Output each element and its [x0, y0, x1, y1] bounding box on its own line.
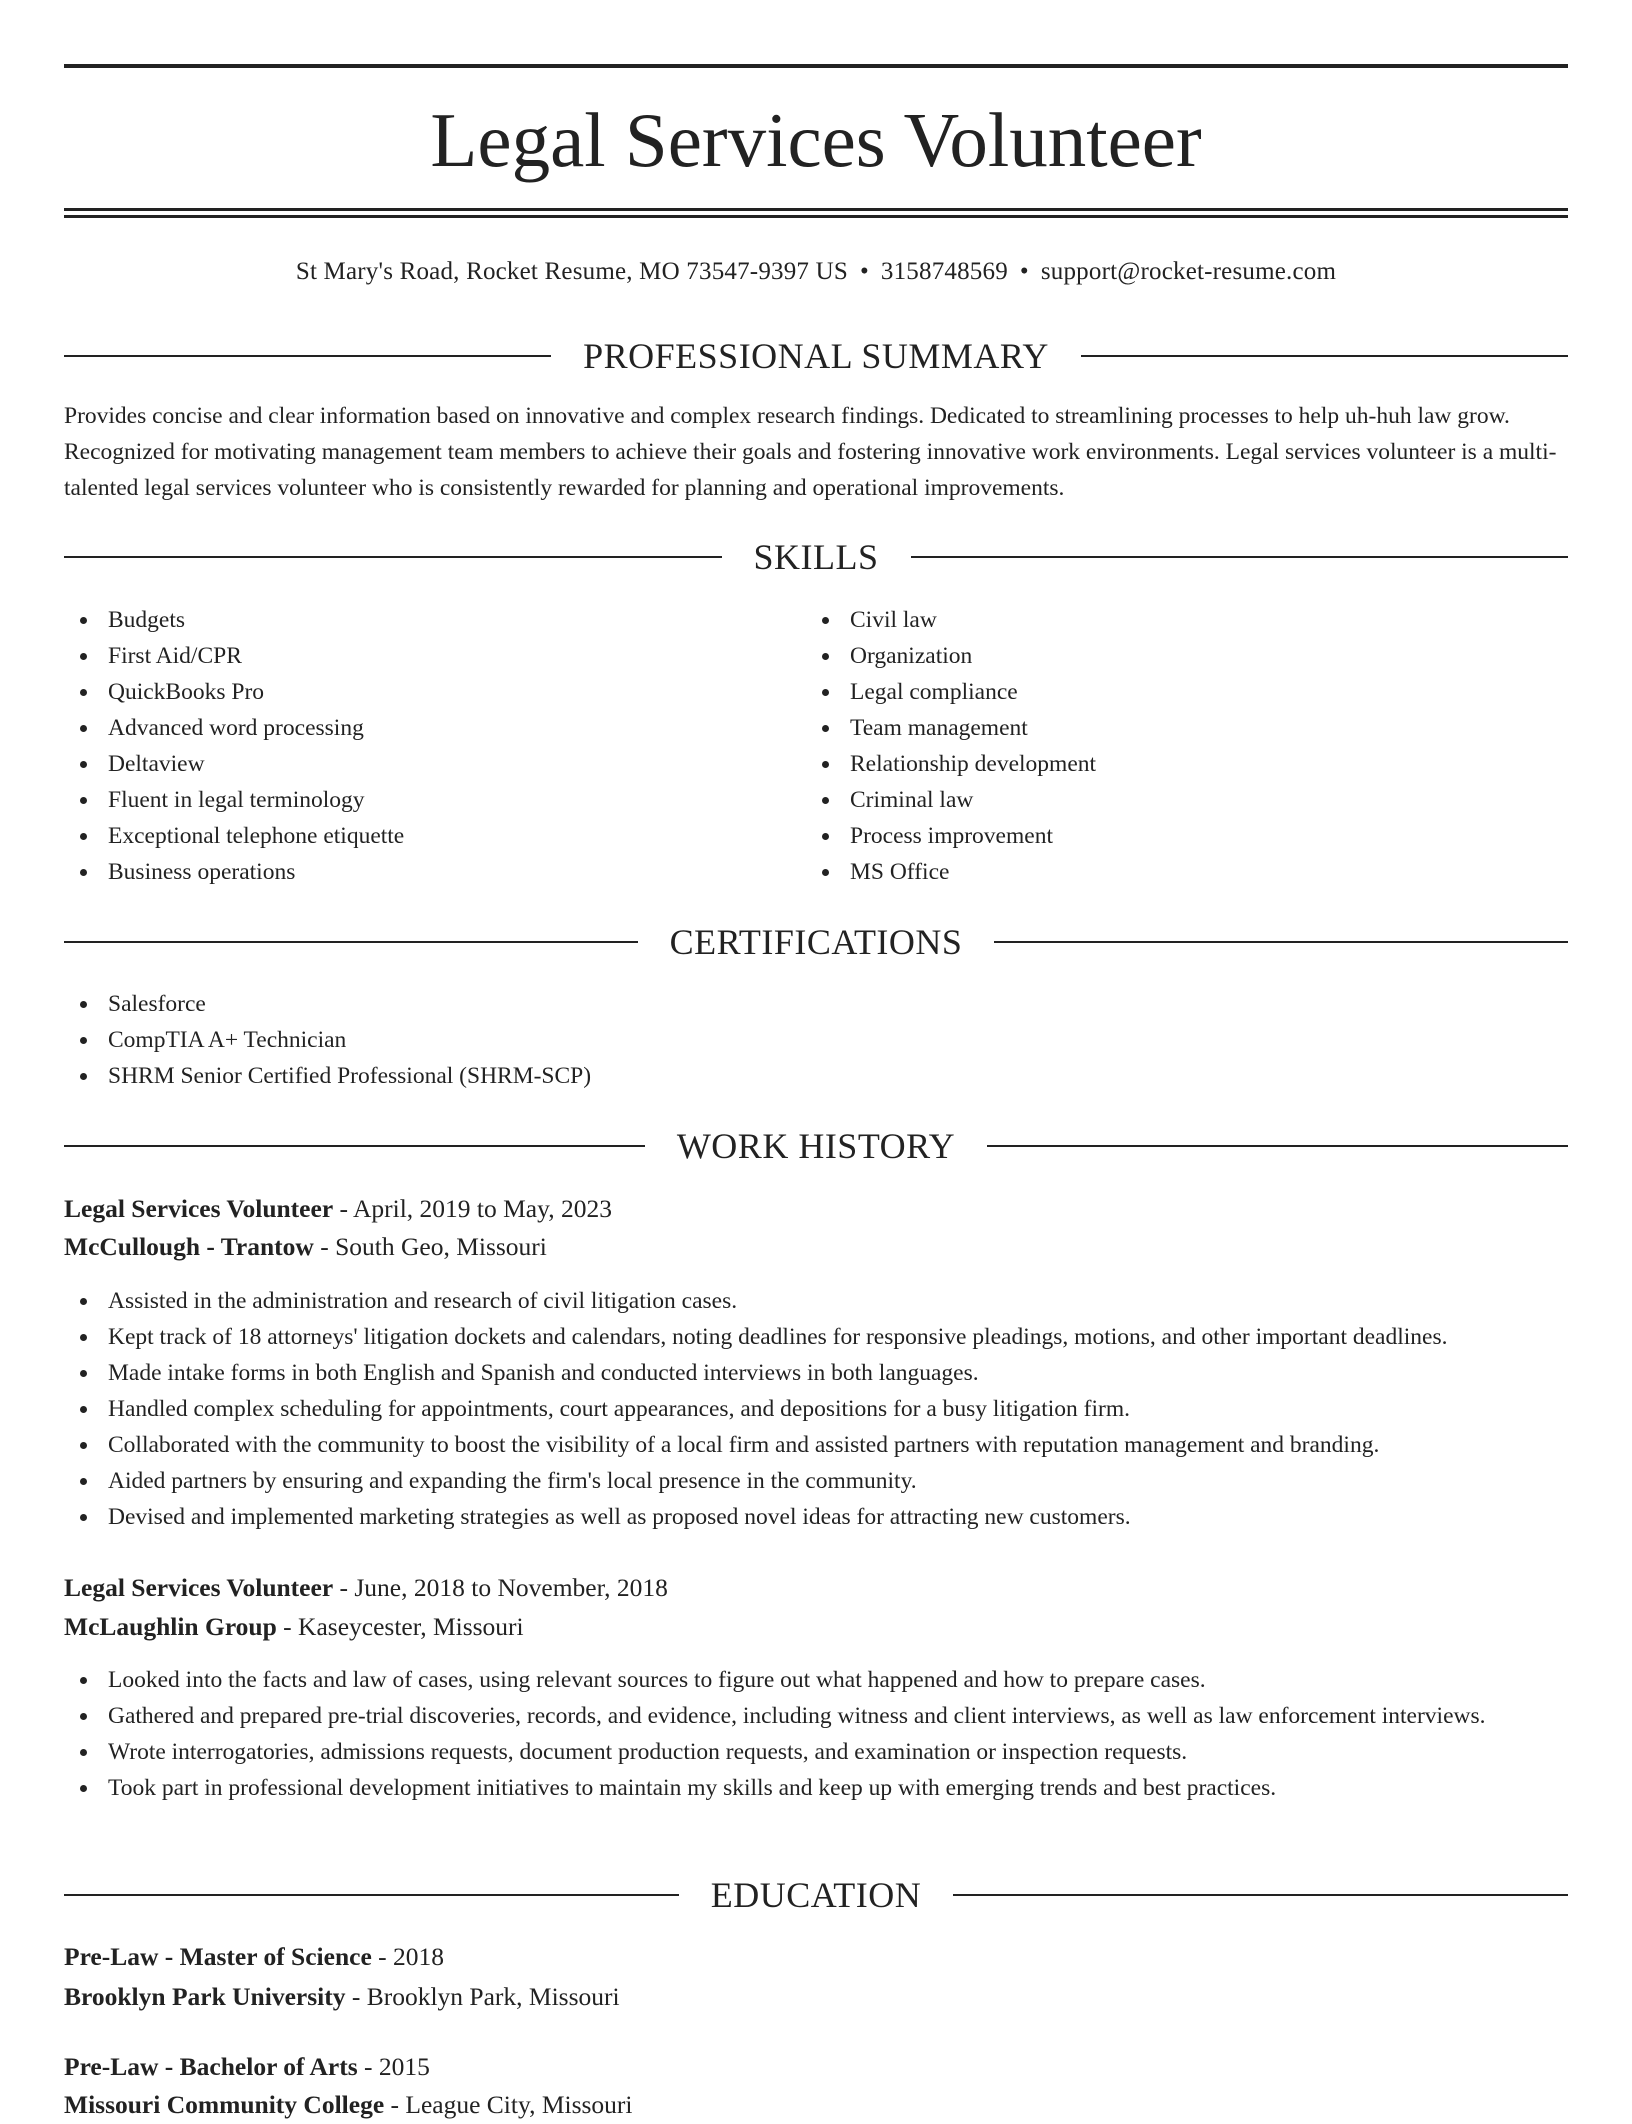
section-title: WORK HISTORY	[676, 1126, 956, 1166]
education-school: Missouri Community College	[64, 2090, 385, 2119]
education-school-line	[64, 2086, 1568, 2124]
education-degree: Pre-Law - Bachelor of Arts	[64, 2052, 358, 2081]
section-rule	[911, 556, 1569, 558]
education-degree-line	[64, 2048, 1568, 2086]
section-rule	[64, 355, 551, 357]
job-title: Legal Services Volunteer	[64, 1194, 334, 1223]
list-item: Relationship development	[806, 746, 1546, 782]
section-title: PROFESSIONAL SUMMARY	[583, 336, 1049, 376]
contact-separator: •	[1019, 258, 1029, 285]
list-item: SHRM Senior Certified Professional (SHRM-SCP)	[64, 1058, 1568, 1094]
page-title: Legal Services Volunteer	[430, 97, 1202, 183]
education-school-line	[64, 1978, 1568, 2016]
list-item: Exceptional telephone etiquette	[64, 818, 804, 854]
section-rule	[64, 941, 638, 943]
job-dates: - April, 2019 to May, 2023	[333, 1194, 612, 1223]
education-location: - Brooklyn Park, Missouri	[345, 1982, 620, 2011]
section-header-education	[64, 1873, 1568, 1917]
section-rule	[994, 941, 1568, 943]
job-company: McLaughlin Group	[64, 1612, 277, 1641]
section-rule	[987, 1145, 1568, 1147]
section-rule	[64, 556, 722, 558]
list-item: Legal compliance	[806, 674, 1546, 710]
list-item: Gathered and prepared pre-trial discoveries, records, and evidence, including witness and client interviews, as well as law enforcement interviews.	[64, 1698, 1568, 1734]
education-location: - League City, Missouri	[384, 2090, 633, 2119]
list-item: Fluent in legal terminology	[64, 782, 804, 818]
list-item: Kept track of 18 attorneys' litigation dockets and calendars, noting deadlines for responsive pleadings, motions, and other important deadlines.	[64, 1319, 1568, 1355]
contact-address: St Mary's Road, Rocket Resume, MO 73547-9397 US	[295, 258, 848, 285]
skills-list-right	[806, 602, 1546, 890]
section-header-certifications	[64, 920, 1568, 964]
list-item: Criminal law	[806, 782, 1546, 818]
list-item: Business operations	[64, 854, 804, 890]
education-school: Brooklyn Park University	[64, 1982, 346, 2011]
list-item: Process improvement	[806, 818, 1546, 854]
contact-email: support@rocket-resume.com	[1040, 258, 1337, 285]
list-item: Budgets	[64, 602, 804, 638]
list-item: Collaborated with the community to boost the visibility of a local firm and assisted partners with reputation management and branding.	[64, 1427, 1568, 1463]
list-item: Advanced word processing	[64, 710, 804, 746]
job-company-line	[64, 1228, 1568, 1266]
section-rule	[64, 1894, 679, 1896]
section-title: EDUCATION	[710, 1875, 922, 1915]
section-rule	[64, 1145, 645, 1147]
list-item: Wrote interrogatories, admissions requests, document production requests, and examination or inspection requests.	[64, 1734, 1568, 1770]
top-rule	[64, 64, 1568, 68]
section-header-skills	[64, 535, 1568, 579]
certifications-list	[64, 986, 1568, 1094]
job-location: - South Geo, Missouri	[313, 1232, 547, 1261]
list-item: Organization	[806, 638, 1546, 674]
list-item: QuickBooks Pro	[64, 674, 804, 710]
title-rule-upper	[64, 208, 1568, 211]
contact-separator: •	[859, 258, 869, 285]
section-title: CERTIFICATIONS	[669, 922, 963, 962]
list-item: Civil law	[806, 602, 1546, 638]
job-dates: - June, 2018 to November, 2018	[333, 1573, 668, 1602]
list-item: CompTIA A+ Technician	[64, 1022, 1568, 1058]
section-rule	[953, 1894, 1568, 1896]
title-rule-lower	[64, 215, 1568, 218]
job-bullets	[64, 1283, 1568, 1535]
education-degree: Pre-Law - Master of Science	[64, 1942, 372, 1971]
contact-line	[64, 254, 1568, 290]
list-item: Took part in professional development initiatives to maintain my skills and keep up with emerging trends and best practices.	[64, 1770, 1568, 1806]
list-item: Made intake forms in both English and Spanish and conducted interviews in both languages.	[64, 1355, 1568, 1391]
job-location: - Kaseycester, Missouri	[276, 1612, 524, 1641]
education-degree-line	[64, 1938, 1568, 1976]
job-title-line	[64, 1569, 1568, 1607]
list-item: Deltaview	[64, 746, 804, 782]
contact-phone: 3158748569	[880, 258, 1008, 285]
job-title: Legal Services Volunteer	[64, 1573, 334, 1602]
list-item: MS Office	[806, 854, 1546, 890]
job-company: McCullough - Trantow	[64, 1232, 314, 1261]
list-item: Team management	[806, 710, 1546, 746]
section-rule	[1081, 355, 1568, 357]
job-title-line	[64, 1190, 1568, 1228]
list-item: Looked into the facts and law of cases, using relevant sources to figure out what happened and how to prepare cases.	[64, 1662, 1568, 1698]
section-title: SKILLS	[753, 537, 879, 577]
skills-list-left	[64, 602, 804, 890]
list-item: Aided partners by ensuring and expanding the firm's local presence in the community.	[64, 1463, 1568, 1499]
list-item: Handled complex scheduling for appointments, court appearances, and depositions for a busy litigation firm.	[64, 1391, 1568, 1427]
list-item: First Aid/CPR	[64, 638, 804, 674]
list-item: Assisted in the administration and research of civil litigation cases.	[64, 1283, 1568, 1319]
section-header-work-history	[64, 1124, 1568, 1168]
list-item: Devised and implemented marketing strategies as well as proposed novel ideas for attracting new customers.	[64, 1499, 1568, 1535]
section-header-summary	[64, 334, 1568, 378]
job-company-line	[64, 1608, 1568, 1646]
job-bullets	[64, 1662, 1568, 1806]
education-year: - 2015	[357, 2052, 430, 2081]
summary-text: Provides concise and clear information based on innovative and complex research findings. Dedicated to streamlining processes to help uh-huh law grow. Recognized for motivating management team members to achieve their goals and fostering innovative work environments. Legal services volunteer is a multi-talented legal services volunteer who is consistently rewarded for planning and operational improvements.	[64, 403, 1557, 501]
education-year: - 2018	[371, 1942, 445, 1971]
list-item: Salesforce	[64, 986, 1568, 1022]
